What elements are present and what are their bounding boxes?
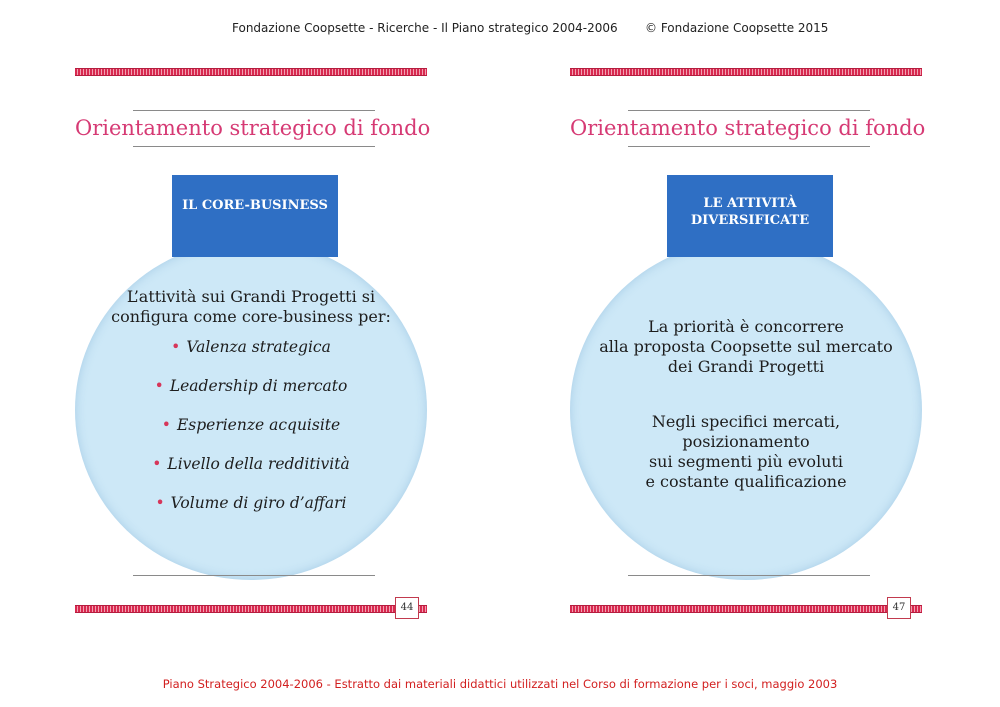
header-right-text: © Fondazione Coopsette 2015 <box>645 21 829 35</box>
paragraph-line: posizionamento <box>682 432 810 451</box>
paragraph-line: dei Grandi Progetti <box>667 357 825 376</box>
bullet-dot-icon: • <box>171 338 181 356</box>
intro-line: configura come core-business per: <box>111 307 391 326</box>
tab-label: IL CORE-BUSINESS <box>182 198 328 213</box>
list-item: • Esperienze acquisite <box>161 416 341 434</box>
divider-line <box>133 110 375 111</box>
section-tab <box>172 175 338 257</box>
page-number: 47 <box>887 597 911 619</box>
decorative-bottom-rule <box>570 605 922 613</box>
tab-label-line: DIVERSIFICATE <box>690 213 810 228</box>
divider-line <box>133 146 375 147</box>
content-circle <box>570 240 922 580</box>
list-item: • Livello della redditività <box>152 455 350 473</box>
divider-line <box>628 146 870 147</box>
paragraph-line: Negli specifici mercati, <box>651 412 841 431</box>
list-item: • Valenza strategica <box>171 338 331 356</box>
decorative-top-rule <box>75 68 427 76</box>
divider-line <box>628 110 870 111</box>
bullet-dot-icon: • <box>161 416 171 434</box>
paragraph-line: e costante qualificazione <box>645 472 847 491</box>
positioning-paragraph <box>570 412 922 492</box>
tab-label-line: LE ATTIVITÀ <box>703 196 797 211</box>
slide-title: Orientamento strategico di fondo <box>570 116 926 140</box>
intro-text <box>75 287 427 327</box>
divider-line <box>628 575 870 576</box>
slide-diversified-activities <box>570 60 926 630</box>
divider-line <box>133 575 375 576</box>
paragraph-line: La priorità è concorrere <box>648 317 844 336</box>
paragraph-line: alla proposta Coopsette sul mercato <box>599 337 893 356</box>
section-tab <box>667 175 833 257</box>
bullet-list <box>75 338 427 533</box>
header-left-text: Fondazione Coopsette - Ricerche - Il Piano strategico 2004-2006 <box>232 21 618 35</box>
list-item: • Volume di giro d’affari <box>155 494 347 512</box>
slide-core-business <box>75 60 431 630</box>
page-number: 44 <box>395 597 419 619</box>
list-item: • Leadership di mercato <box>154 377 348 395</box>
footer-caption: Piano Strategico 2004-2006 - Estratto dai materiali didattici utilizzati nel Corso di formazione per i soci, maggio 2003 <box>162 677 838 691</box>
bullet-dot-icon: • <box>155 494 165 512</box>
slide-title: Orientamento strategico di fondo <box>75 116 431 140</box>
intro-line: L’attività sui Grandi Progetti si <box>126 287 376 306</box>
decorative-top-rule <box>570 68 922 76</box>
bullet-dot-icon: • <box>152 455 162 473</box>
decorative-bottom-rule <box>75 605 427 613</box>
paragraph-line: sui segmenti più evoluti <box>648 452 844 471</box>
bullet-dot-icon: • <box>154 377 164 395</box>
priority-paragraph <box>570 317 922 377</box>
